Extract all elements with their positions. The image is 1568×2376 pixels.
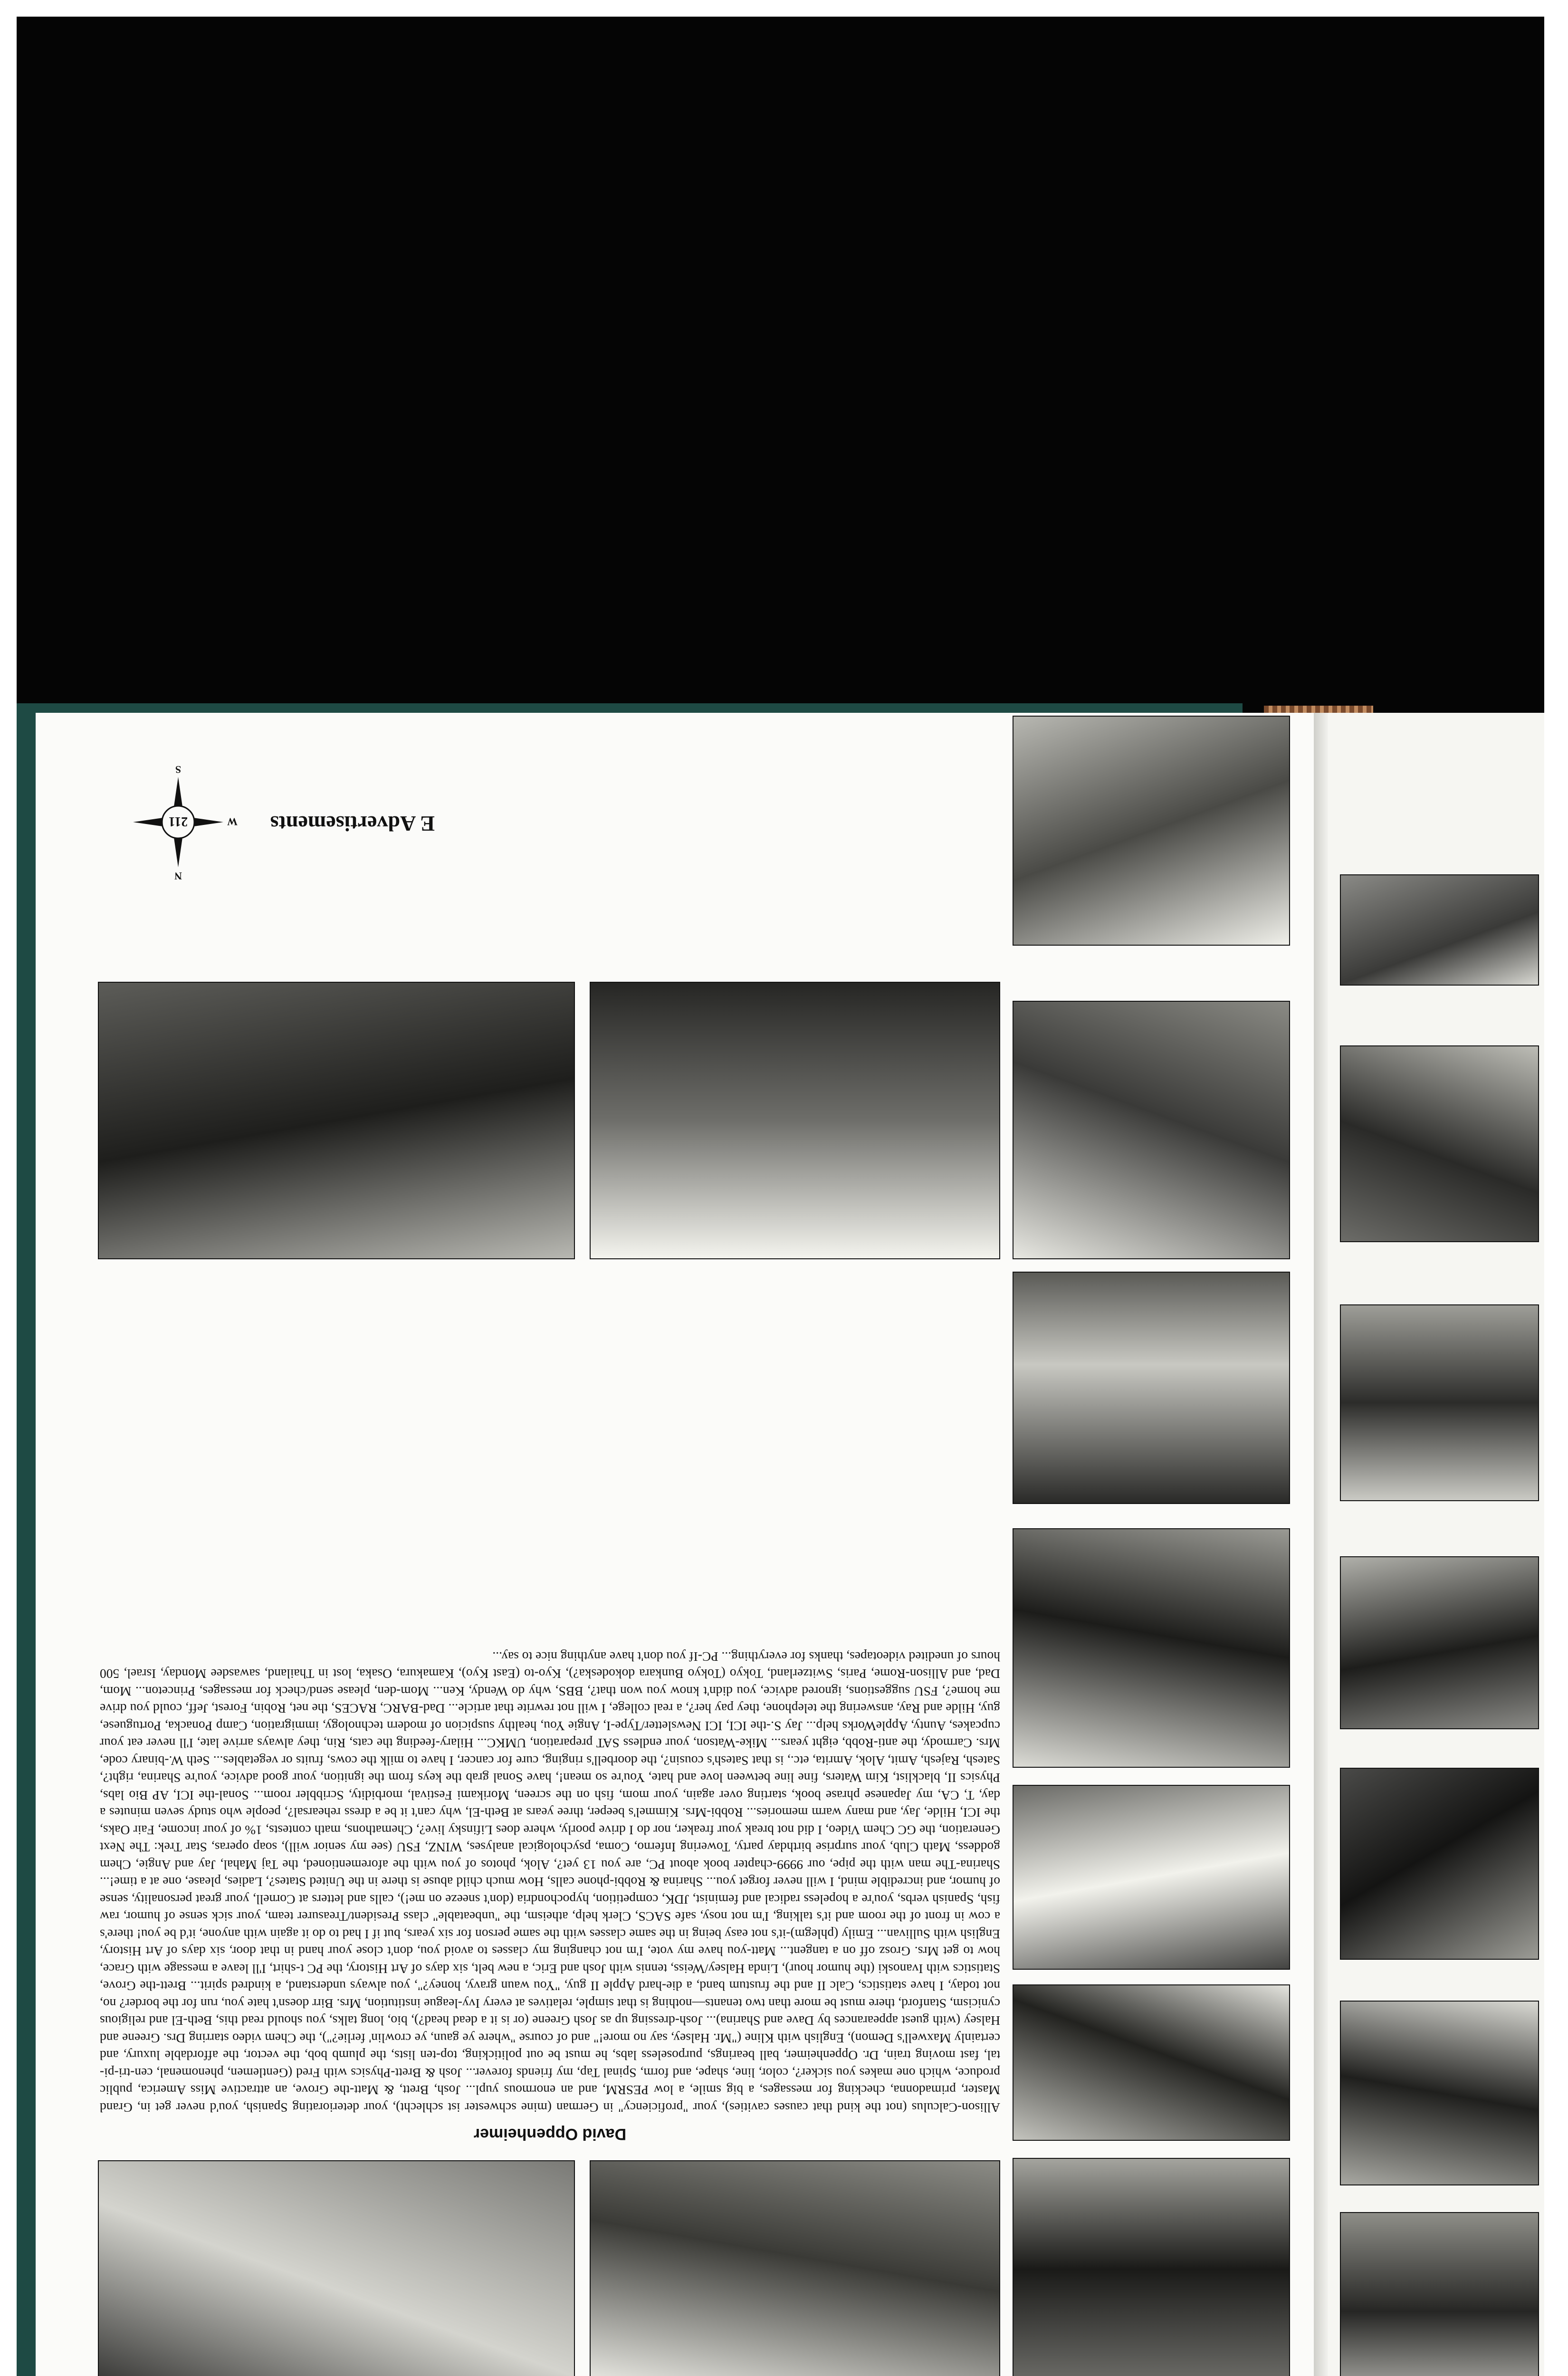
photo-c2: [98, 2160, 575, 2376]
photo-a1: [1013, 1001, 1290, 1259]
facing-photo-2: [1340, 1045, 1539, 1242]
essay-body: Allison-Calculus (not the kind that causes cavities), your "proficiency" in German (mine schwester ist schlecht), your deteriorating Spanish, you'd never get in, Grand Master, primadonna, checking for messages, a big smile, a low PESRM, and an enormous yupl... Josh, Brett, & Matt-the Grove, an attractive Miss America, public produce, which one makes you sicker?, color, line, shape, and form, Spinal Tap, my friends forever... Josh & Brett-Physics with Fred (Gentlemen, phenomenal, cen-tri-pi-tal, fast moving train, Dr. Oppenheimer, ball bearings, purposeless labs, he must be out politicking, top-ten lists, the plumb bob, the vector, the affordable luxury, and certainly Maxwell's Demon), English with Kline ("Mr. Halsey, say no more!" and of course "where ye gaun, ye crowlin' ferlie?"), the Chem video starring Drs. Greene and Halsey (with guest appearances by Dave and Sharina)... Josh-dressing up as Josh Greene (or is it a dead head?), bio, long talks, you should read this, Beth-El and religious cynicism, Stanford, there must be more than two tenants—nothing is that simple, relatives at every Ivy-league institution, Mrs. Birr doesn't hate you, run for the border? no, not today, I have statistics, Calc II and the frustum band, a die-hard Apple II guy, "You waun gravy, honey?", you always understand, a kindred spirit... Brett-the Grove, Statistics with Ivanoski (the humor hour), Linda Halsey/Weiss, tennis with Josh and Eric, a new belt, six days of Art History, the PC t-shirt, I'll leave a message with Grace, how to get Mrs. Grosz off on a tangent... Matt-you have my vote, I'm not changing my classes to avoid you, don't close your hand in that door, six days of Art History, English with Sullivan... Emily (phlegm)-it's not easy being in the same classes with the same person for six years, but if I had to do it again with anyone, it'd be you! there's a cow in front of the room and it's talking, I'm not nosy, safe SACS, Clerk help, atheism, the "unbeatable" class President/Treasurer team, your sick sense of humor, raw fish, Spanish verbs, you're a hopeless radical and feminist, JDK, competition, hypochondria (don't sneeze on me!), calls and letters at Cornell, your great personality, sense of humor, and incredible mind, I will never forget you... Sharina & Robbi-phone calls, How much child abuse is there in the United States?, Ladies, please, one at a time!... Sharina-The man with the pipe, our 9999-chapter book about PC, are you 13 yet?, Alok, photos of you with the aforementioned, the Taj Mahal, Jay and Angie, Chem goddess, Math Club, your surprise birthday party, Towering Inferno, Coma, psychological analyses, WINZ, FSU (see my senior will), soap operas, Star Trek: The Next Generation, the GC Chem Video, I did not break your freaker, nor do I drive poorly, where does Lifinsky live?, Chemathons, math contests, 1% of your income, Fair Oaks, the ICI, Hilde, Jay, and many warm memories... Robbi-Mrs. Kimmel's beeper, three years at Beth-El, why can't it be a dress rehearsal?, people who study seven minutes a day, T, CA, my Japanese phrase book, starting over again, your mom, fish on the screen, Morikami Festival, morbidity, Scribbler room... Sonal-the ICI, AP Bio labs, Physics II, blacklist, Kim Waters, fine line between love and hate, You're so mean!, have Sonal grab the keys from the ignition, your good advice, you're Sharina, right?, Satesh, Rajesh, Amit, Alok, Amrita, etc., is that Satesh's cousin?, the doorbell's ringing, cure for cancer, I have to milk the cows, fruits or vegetables... Seth W.-binary code, Mrs. Carmody, the anti-Robb, eight years... Mike-Watson, your endless SAT preparation, UMKC... Hilary-feeding the cats, Rin, they always arrive late, I'll never eat your cupcakes, Aunty, AppleWorks help... Jay S.-the ICI, ICI Newsletter/Type-I, Angie You, healthy suspicion of modern technology, immigration, Camp Ponacka, Portuguese, guy, Hilde and Ray, answering the telephone, they pay her?, a real college, I will not rewrite that article... Dad-BARC, RACES, the net, Robin, Forest, Jeff, could you drive me home?, FSU suggestions, ignored advice, you didn't know you won that?, BBS, why do Wendy, Ken... Mom-den, please send/check for messages, Princeton... Mom, Dad, and Allison-Rome, Paris, Switzerland, Tokyo (Tokyo Bunkara dokodeska?), Kyo-to (East Kyo), Kamakura, Osaka, lost in Thailand, sawasdee Monday, Israel, 500 hours of unedited videotapes, thanks for everything... PC-If you don't have anything nice to say...: [100, 1649, 1000, 2115]
page-edge-binding: [17, 713, 36, 2376]
photo-a7: [1013, 1984, 1290, 2141]
essay-block: [100, 1278, 1000, 2143]
facing-photo-3: [1340, 1304, 1539, 1501]
facing-photo-1: [1340, 874, 1539, 986]
page-number: 211: [168, 814, 188, 829]
footer-label: [270, 811, 435, 836]
page-footer: [131, 764, 435, 882]
photo-b1: [590, 982, 1000, 1259]
footer-compass-letter-e: E: [420, 812, 435, 836]
photo-b2: [590, 2160, 1000, 2376]
compass-west: W: [227, 816, 238, 828]
yearbook-cover-dark-area: [17, 17, 1544, 713]
essay-title: David Oppenheimer: [473, 2125, 627, 2143]
photo-a4: [1013, 1528, 1290, 1768]
compass-south: S: [175, 764, 182, 776]
compass-north: N: [174, 870, 182, 882]
inverted-page-content: [36, 713, 1314, 2376]
facing-photo-5: [1340, 1768, 1539, 1960]
facing-photo-4: [1340, 1556, 1539, 1729]
facing-photo-7: [1340, 2212, 1539, 2376]
facing-page: [1328, 713, 1544, 2376]
photo-c1: [98, 982, 575, 1259]
photo-a3: [1013, 1272, 1290, 1504]
photo-a5: [1013, 1785, 1290, 1970]
page-gutter: [1314, 713, 1328, 2376]
section-title: Advertisements: [270, 812, 416, 836]
photo-a6: [1013, 2158, 1290, 2376]
photo-a2: [1013, 716, 1290, 946]
facing-photo-6: [1340, 2001, 1539, 2185]
compass-rose-icon: [131, 764, 238, 882]
